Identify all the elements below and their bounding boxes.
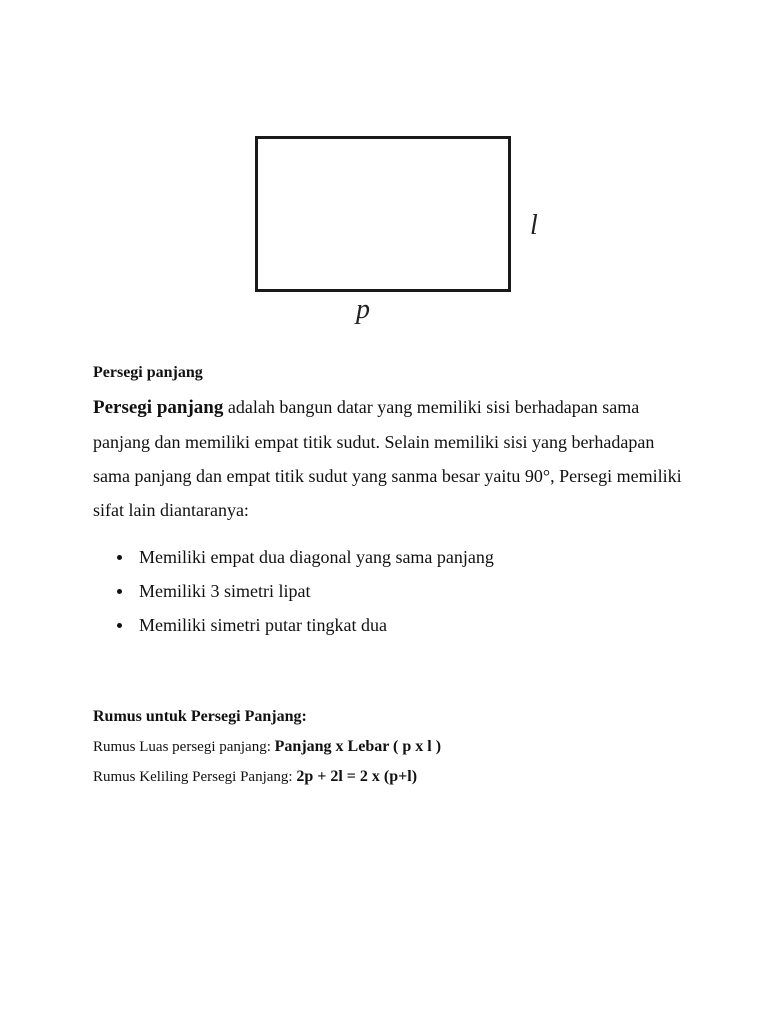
bullet-icon <box>117 623 122 628</box>
list-item-text: Memiliki 3 simetri lipat <box>139 581 311 601</box>
list-item-text: Memiliki simetri putar tingkat dua <box>139 615 387 635</box>
list-item <box>93 574 494 608</box>
width-label: l <box>530 210 538 241</box>
rectangle-figure <box>240 118 560 338</box>
area-formula-value: Panjang x Lebar ( p x l ) <box>274 738 442 755</box>
area-formula-label: Rumus Luas persegi panjang: <box>93 739 275 755</box>
definition-paragraph <box>93 390 693 527</box>
definition-term: Persegi panjang <box>93 397 224 418</box>
section-title: Persegi panjang <box>93 364 203 381</box>
formula-heading: Rumus untuk Persegi Panjang: <box>93 708 307 725</box>
length-label: p <box>356 294 370 325</box>
perimeter-formula-value: 2p + 2l = 2 x (p+l) <box>296 768 418 785</box>
list-item <box>93 540 494 574</box>
definition-text: adalah bangun datar yang memiliki sisi berhadapan sama panjang dan memiliki empat titik sudut. Selain memiliki sisi yang berhadapan sama panjang dan empat titik sudut yang sanma besar yaitu 90°, Persegi memiliki sifat lain diantaranya: <box>93 397 682 520</box>
list-item <box>93 608 494 642</box>
bullet-icon <box>117 555 122 560</box>
perimeter-formula-label: Rumus Keliling Persegi Panjang: <box>93 769 297 785</box>
rectangle-shape <box>255 136 511 292</box>
perimeter-formula <box>93 768 417 786</box>
list-item-text: Memiliki empat dua diagonal yang sama panjang <box>139 547 494 567</box>
bullet-icon <box>117 589 122 594</box>
area-formula <box>93 738 441 756</box>
properties-list <box>93 540 494 642</box>
